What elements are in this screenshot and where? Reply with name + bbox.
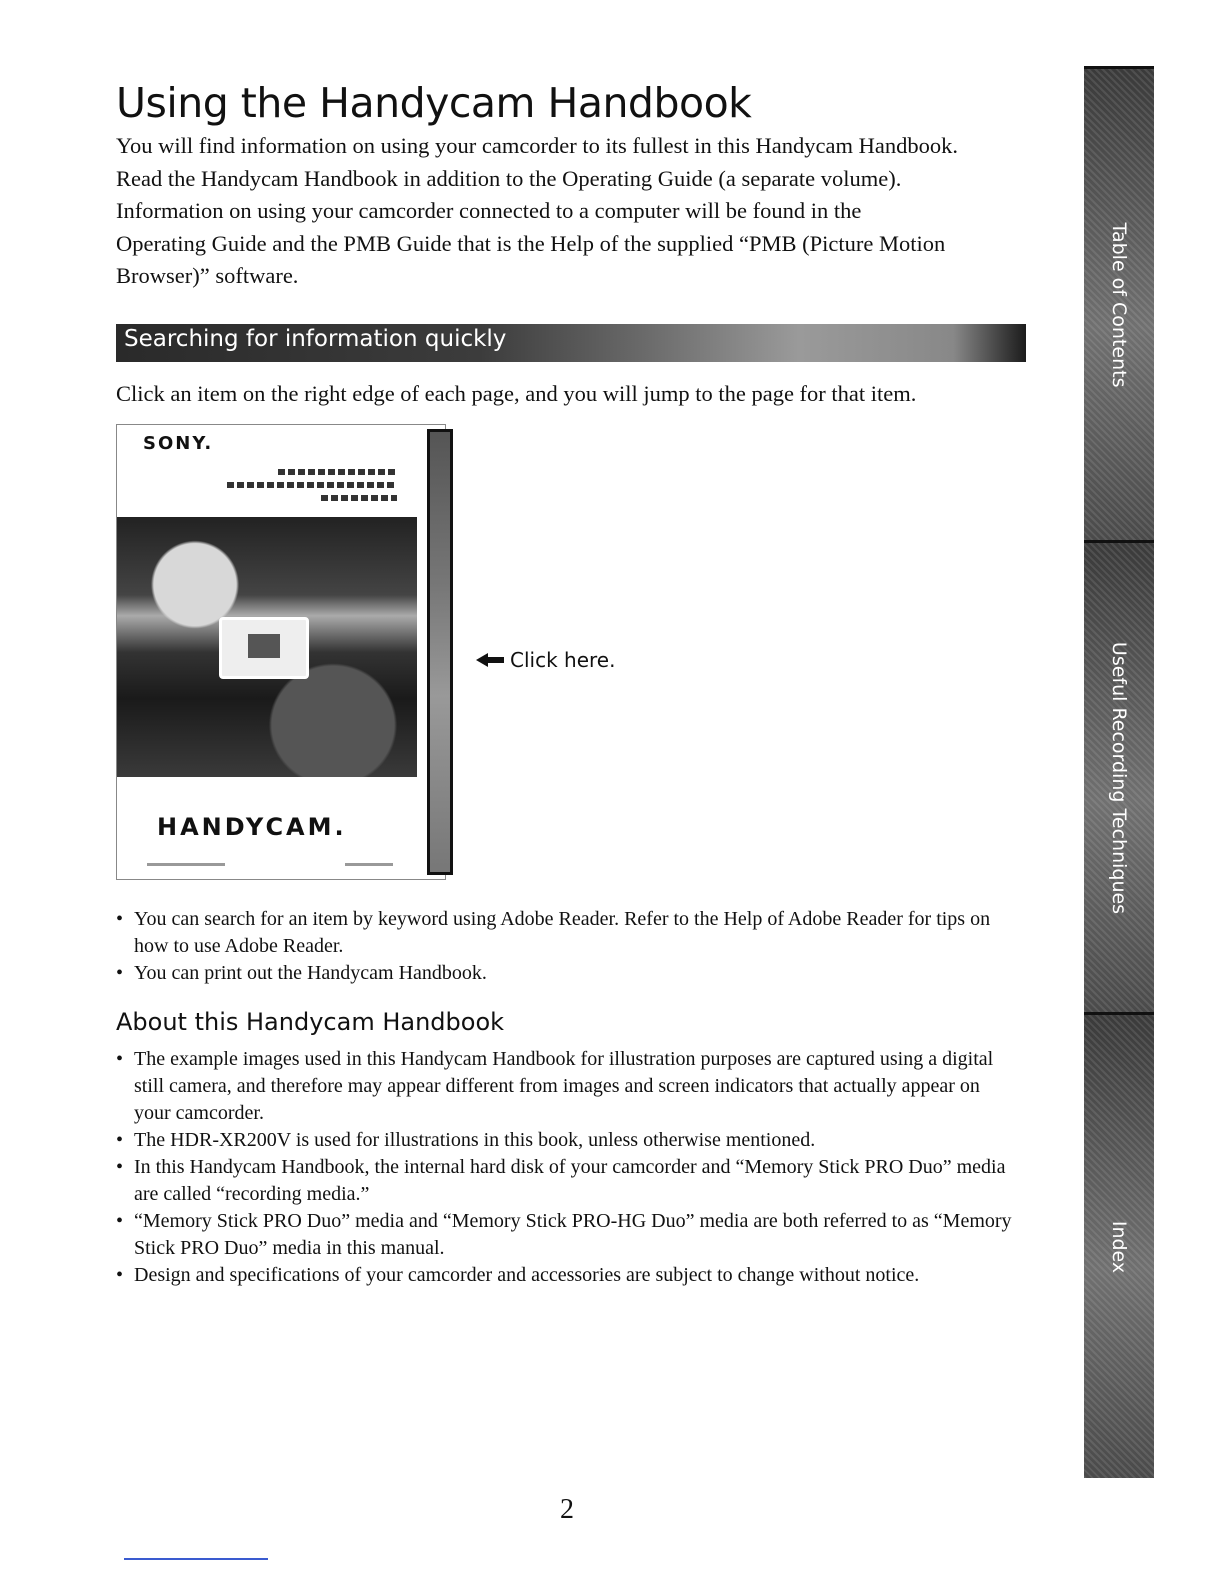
cover-photo xyxy=(117,517,417,777)
intro-line: Information on using your camcorder connected to a computer will be found in the xyxy=(116,198,862,223)
handbook-cover-illustration xyxy=(116,424,446,880)
list-item: • Design and specifications of your camcorder and accessories are subject to change without notice. xyxy=(116,1262,1016,1289)
tab-label: Useful Recording Techniques xyxy=(1108,641,1130,914)
click-instruction: Click an item on the right edge of each page, and you will jump to the page for that item. xyxy=(116,381,917,406)
intro-line: Read the Handycam Handbook in addition to the Operating Guide (a separate volume). xyxy=(116,165,902,191)
tab-label: Table of Contents xyxy=(1108,222,1130,387)
about-heading: About this Handycam Handbook xyxy=(116,1008,505,1036)
tab-label: Index xyxy=(1108,1220,1130,1273)
cover-footer-text xyxy=(345,863,393,866)
search-tips-list xyxy=(116,906,1016,987)
section-heading: Searching for information quickly xyxy=(124,326,507,352)
cover-edge-tab xyxy=(427,429,453,875)
page-title: Using the Handycam Handbook xyxy=(116,79,752,128)
intro-line: Browser)” software. xyxy=(116,263,299,288)
click-here-callout xyxy=(476,648,615,672)
footer-rule xyxy=(124,1558,268,1560)
tab-index[interactable] xyxy=(1084,1012,1154,1478)
about-list xyxy=(116,1046,1016,1289)
intro-line: You will find information on using your camcorder to its fullest in this Handycam Handbook. xyxy=(116,133,958,158)
click-here-label: Click here. xyxy=(510,648,616,672)
intro-paragraph xyxy=(116,130,1036,293)
camcorder-screen-icon xyxy=(219,617,309,679)
list-item: • The example images used in this Handycam Handbook for illustration purposes are captured using a digital still camera, and therefore may appear different from images and screen indicators that actually appear on your camcorder. xyxy=(116,1046,1016,1127)
list-item: • In this Handycam Handbook, the internal hard disk of your camcorder and “Memory Stick PRO Duo” media are called “recording media.” xyxy=(116,1154,1016,1208)
tab-table-of-contents[interactable] xyxy=(1084,66,1154,540)
tab-useful-recording-techniques[interactable] xyxy=(1084,540,1154,1012)
list-item: • The HDR-XR200V is used for illustrations in this book, unless otherwise mentioned. xyxy=(116,1127,1016,1154)
cover-footer-text xyxy=(147,863,225,866)
page-number: 2 xyxy=(560,1494,574,1525)
arrow-left-icon xyxy=(476,653,504,667)
list-item: • You can print out the Handycam Handbook. xyxy=(116,960,1016,987)
cover-title-text xyxy=(227,469,397,508)
intro-line: Operating Guide and the PMB Guide that is the Help of the supplied “PMB (Picture Motion xyxy=(116,230,946,256)
sony-logo: SONY. xyxy=(143,433,214,454)
section-heading-bar xyxy=(116,324,1026,362)
handycam-logo: HANDYCAM. xyxy=(157,813,347,841)
list-item: • You can search for an item by keyword using Adobe Reader. Refer to the Help of Adobe Reader for tips on how to use Adobe Reader. xyxy=(116,906,1016,960)
list-item: • “Memory Stick PRO Duo” media and “Memory Stick PRO-HG Duo” media are both referred to as “Memory Stick PRO Duo” media in this manual. xyxy=(116,1208,1016,1262)
